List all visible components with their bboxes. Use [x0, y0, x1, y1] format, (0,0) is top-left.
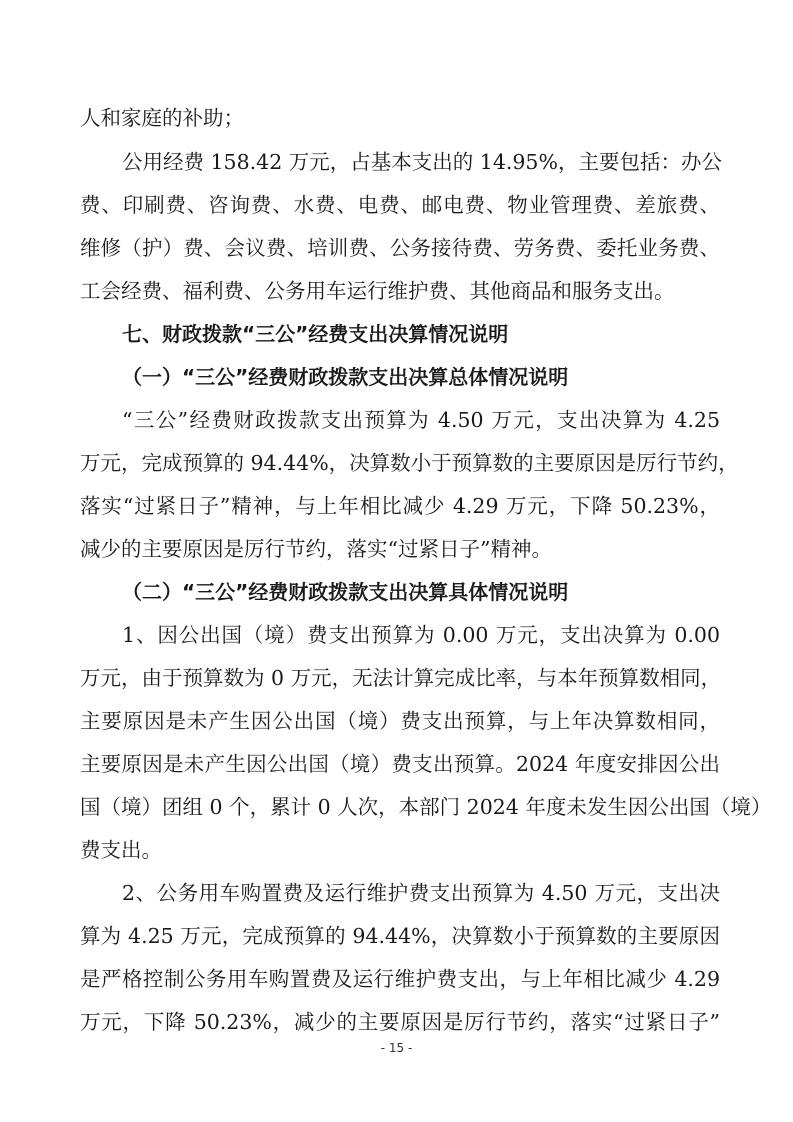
body-text-line: 人和家庭的补助； [80, 106, 244, 130]
body-text-line: 万元，由于预算数为 0 万元，无法计算完成比率，与本年预算数相同， [80, 666, 722, 690]
section-heading: 七、财政拨款“三公”经费支出决算情况说明 [122, 322, 509, 346]
body-text-line: 费、印刷费、咨询费、水费、电费、邮电费、物业管理费、差旅费、 [80, 193, 720, 217]
subsection-heading: （二）“三公”经费财政拨款支出决算具体情况说明 [122, 580, 569, 604]
body-text-line: 万元，完成预算的 94.44%，决算数小于预算数的主要原因是厉行节约， [80, 451, 739, 475]
subsection-heading: （一）“三公”经费财政拨款支出决算总体情况说明 [122, 365, 569, 389]
body-text-line: 维修（护）费、会议费、培训费、公务接待费、劳务费、委托业务费、 [80, 236, 720, 260]
body-text-line: 万元，下降 50.23%，减少的主要原因是厉行节约，落实“过紧日子” [80, 1010, 720, 1034]
body-text-line: 国（境）团组 0 个，累计 0 人次，本部门 2024 年度未发生因公出国（境） [80, 795, 772, 819]
body-text-line: 主要原因是未产生因公出国（境）费支出预算。2024 年度安排因公出 [80, 752, 720, 776]
body-text-line: 算为 4.25 万元，完成预算的 94.44%，决算数小于预算数的主要原因 [80, 924, 720, 948]
body-text-line: 公用经费 158.42 万元，占基本支出的 14.95%，主要包括：办公 [122, 150, 722, 174]
body-text-line: 工会经费、福利费、公务用车运行维护费、其他商品和服务支出。 [80, 279, 675, 303]
body-text-line: 费支出。 [80, 838, 162, 862]
body-text-line: “三公”经费财政拨款支出预算为 4.50 万元，支出决算为 4.25 [122, 408, 720, 432]
body-text-line: 减少的主要原因是厉行节约，落实“过紧日子”精神。 [80, 537, 552, 561]
page-number: - 15 - [380, 1041, 413, 1055]
body-text-line: 落实“过紧日子”精神，与上年相比减少 4.29 万元，下降 50.23%， [80, 494, 720, 518]
body-text-line: 1、因公出国（境）费支出预算为 0.00 万元，支出决算为 0.00 [122, 623, 720, 647]
body-text-line: 主要原因是未产生因公出国（境）费支出预算，与上年决算数相同， [80, 709, 720, 733]
body-text-line: 2、公务用车购置费及运行维护费支出预算为 4.50 万元，支出决 [122, 881, 720, 905]
body-text-line: 是严格控制公务用车购置费及运行维护费支出，与上年相比减少 4.29 [80, 967, 720, 991]
